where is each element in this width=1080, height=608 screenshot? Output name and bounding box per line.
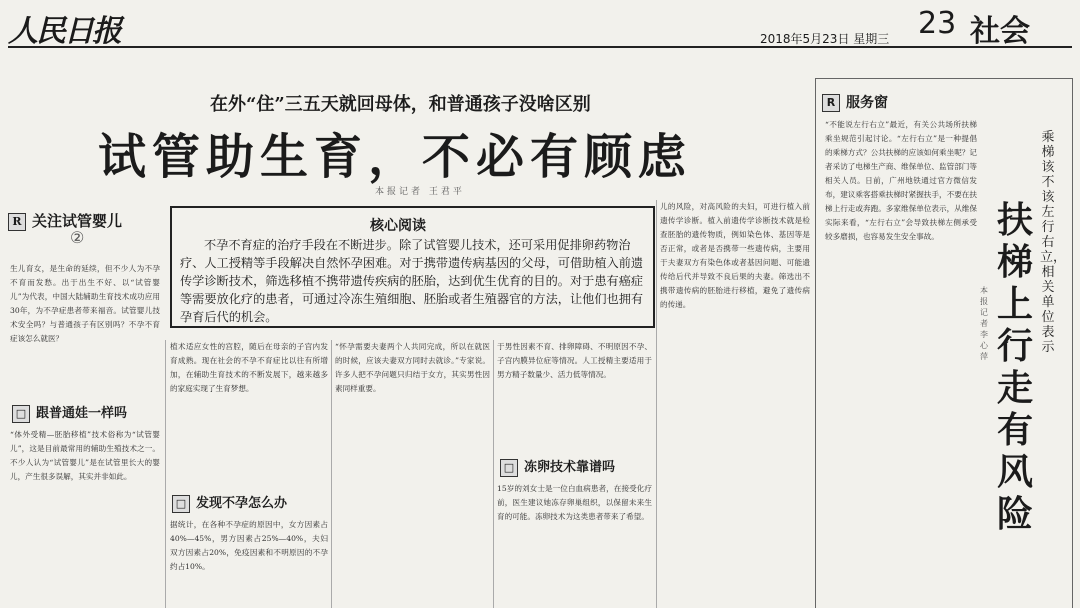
subhead-2 [172,492,287,513]
subhead-icon: □ [500,459,518,477]
column-2b-text: 据统计，在各种不孕症的原因中，女方因素占40%—45%，男方因素占25%—40%，夫妇双方因素占20%，免疫因素和不明原因的不孕约占10%。 [170,520,328,571]
left-body-text: “体外受精—胚胎移植”技术俗称为“试管婴儿”，这是目前最常用的辅助生殖技术之一。不少人认为“试管婴儿”是在试管里长大的婴儿，产生很多误解，其实并非如此。 [10,430,160,481]
section-name: 社会 [970,14,1030,49]
core-reading-body: 不孕不育症的治疗手段在不断进步。除了试管婴儿技术，还可采用促排卵药物治疗、人工授精等手段解决自然怀孕困难。对于携带遗传病基因的父母，可借助植入前遗传学诊断技术，筛选移植不携带遗传疾病的胚胎，达到优生优育的目的。对于患有癌症等需要放化疗的患者，可通过冷冻生殖细胞、胚胎或者生殖器官的方法，让他们也拥有孕育后代的机会。 [180,238,644,324]
column-divider [331,340,332,608]
service-label-text: 服务窗 [846,95,888,111]
subhead-3-text: 冻卵技术靠谱吗 [524,460,616,475]
left-intro-text: 生儿育女，是生命的延续，但不少人为不孕不育而发愁。出于出生不好、以“试管婴儿”为代表，中国大陆辅助生育技术成功应用30年，为不孕症患者带来福音。试管婴儿技术安全吗？与普通孩子有区别吗？不孕不育症该怎么就医？ [10,264,160,343]
article-headline: 试管助生育，不必有顾虑 [98,129,693,185]
subhead-2-text: 发现不孕怎么办 [196,496,288,511]
series-icon: R [8,213,26,231]
column-5-text: 儿的风险，对高风险的夫妇，可进行植入前遗传学诊断。植入前遗传学诊断技术就是检查胚胎的遗传物质，例如染色体、基因等是否正常，或者是否携带一些遗传病，主要用于夫妻双方有染色体或者基因问题、可能遗传给后代并导致不良后果的夫妻。筛选出不携带遗传病的胚胎进行移植，避免了遗传病的传递。 [660,202,810,309]
subhead-1 [12,402,127,423]
service-headline: 扶梯上行走有风险 [996,200,1033,535]
subhead-1-text: 跟普通娃一样吗 [36,406,128,421]
service-body-text: “不能说左行右立”最近，有关公共场所扶梯乘坐规范引起讨论。“左行右立”是一种提倡的乘梯方式？公共扶梯的应该如何乘坐呢？记者采访了电梯生产商、维保单位、监管部门等相关人员。日前，广州地铁通过官方微信发布，建议乘客搭乘扶梯时紧握扶手，不要在扶梯上行走或奔跑。多家维保单位表示，从维保实际来看，“左行右立”会导致扶梯左侧承受较多磨损，也容易发生安全事故。 [825,120,977,241]
column-divider [493,340,494,608]
article-byline: 本报记者 王君平 [375,187,465,197]
subhead-3 [500,456,615,477]
service-icon: R [822,94,840,112]
subhead-icon: □ [172,495,190,513]
column-divider [165,340,166,608]
article-kicker: 在外“住”三五天就回母体，和普通孩子没啥区别 [210,94,591,115]
service-label [822,92,888,112]
series-number: ② [70,228,85,247]
column-3-text: “怀孕需要夫妻两个人共同完成，所以在就医的时候，应该夫妻双方同时去就诊。”专家说。许多人把不孕问题只归结于女方，其实男性因素同样重要。 [335,342,490,393]
service-kicker: 乘梯该不该左行右立，相关单位表示 [1040,130,1067,355]
service-byline: 本报记者 李心萍 [980,286,988,361]
column-4-text: 于男性因素不育、排卵障碍、不明原因不孕、子宫内膜异位症等情况。人工授精主要适用于男方精子数量少、活力低等情况。 [497,342,652,379]
core-reading-title: 核心阅读 [370,218,426,234]
series-label [8,210,122,231]
column-4b-text: 15岁的刘女士是一位白血病患者，在接受化疗前，医生建议她冻存卵巢组织，以保留未来生育的可能。冻卵技术为这类患者带来了希望。 [497,484,652,521]
series-label-text: 关注试管婴儿 [32,212,123,230]
masthead-logo: 人民日报 [8,14,120,49]
header-rule [8,46,1072,48]
subhead-icon: □ [12,405,30,423]
column-divider [656,200,657,608]
issue-date: 2018年5月23日 星期三 [760,32,890,46]
column-2-text: 植术适应女性的宫腔，随后在母亲的子宫内发育成熟。现在社会的不孕不育症比以往有所增加，在辅助生育技术的不断发展下，越来越多的家庭实现了生育梦想。 [170,342,328,393]
page-number: 23 [918,6,957,41]
